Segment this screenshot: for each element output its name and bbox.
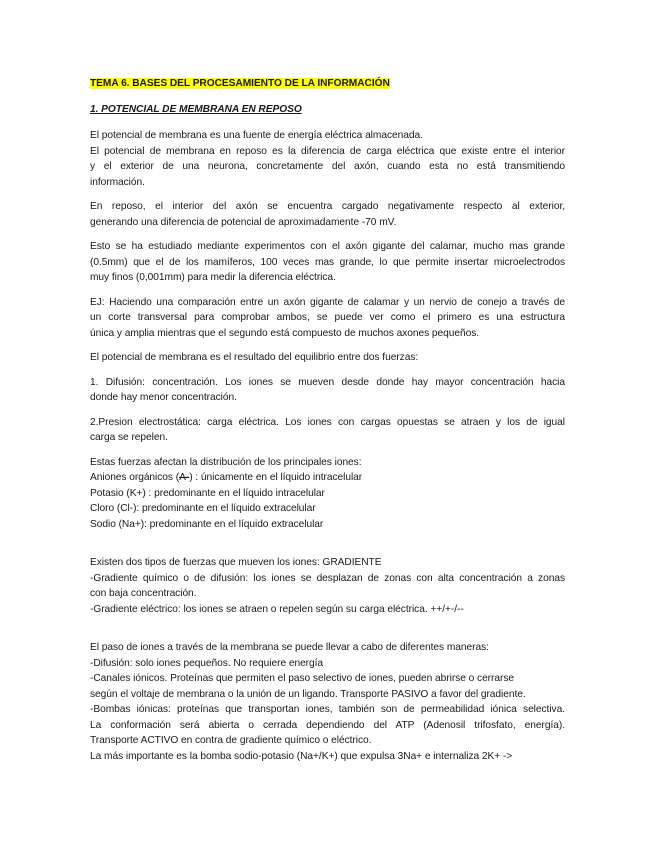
paragraph-resting-state <box>90 199 565 230</box>
paragraph-line: En reposo, el interior del axón se encuentra cargado negativamente respecto al exterior, <box>90 201 565 212</box>
paragraph-line: El potencial de membrana es el resultado del equilibrio entre dos fuerzas: <box>90 352 419 363</box>
paragraph-line: 2.Presion electrostática: carga eléctrica. Los iones con cargas opuestas se atraen y los de igual <box>90 416 565 428</box>
paragraph-line: El paso de iones a través de la membrana se puede llevar a cabo de diferentes maneras: <box>90 642 489 653</box>
paragraph-gradients <box>90 555 565 617</box>
paragraph-line: Existen dos tipos de fuerzas que mueven los iones: GRADIENTE <box>90 557 382 568</box>
paragraph-line: con baja concentración. <box>90 588 197 599</box>
paragraph-line: información. <box>90 176 145 188</box>
ion-item-sodium: Sodio (Na+): predominante en el líquido extracelular <box>90 518 324 530</box>
paragraph-line: (0.5mm) que el de los mamíferos, 100 veces mas grande, lo que permite insertar microelectrodos <box>90 256 565 268</box>
ion-item-potassium: Potasio (K+) : predominante en el líquido intracelular <box>90 487 325 499</box>
paragraph-line: La conformación será abierta o cerrada dependiendo del ATP (Adenosil trifosfato, energía). <box>90 719 565 731</box>
ion-anion-suffix: ) : únicamente en el líquido intracelular <box>189 472 363 483</box>
paragraph-line: un corte transversal para comprobar ambos, se puede ver como el primero es una estructura <box>90 312 565 323</box>
ion-anion-symbol: A- <box>179 472 190 483</box>
ion-item-anion <box>90 470 565 486</box>
document-body <box>90 76 565 773</box>
paragraph-line: -Gradiente químico o de difusión: los iones se desplazan de zonas con alta concentración a zonas <box>90 572 565 584</box>
paragraph-line: y el exterior de una neurona, concretamente del axón, cuando esta no está transmitiendo <box>90 161 565 172</box>
paragraph-equilibrium <box>90 350 565 366</box>
paragraph-transport <box>90 640 565 764</box>
ion-list-intro: Estas fuerzas afectan la distribución de los principales iones: <box>90 456 362 468</box>
ion-list <box>90 455 565 533</box>
paragraph-line: -Gradiente eléctrico: los iones se atraen o repelen según su carga eléctrica. ++/+-/-- <box>90 603 464 615</box>
ion-item-chloride: Cloro (Cl-): predominante en el líquido extracelular <box>90 503 316 514</box>
paragraph-line: -Difusión: solo iones pequeños. No requiere energía <box>90 657 324 669</box>
paragraph-line: Transporte ACTIVO en contra de gradiente químico o eléctrico. <box>90 735 372 746</box>
spacer <box>90 626 565 640</box>
paragraph-squid-axon <box>90 239 565 286</box>
paragraph-definition <box>90 128 565 190</box>
paragraph-line: -Bombas iónicas: proteínas que transportan iones, también son de permeabilidad iónica selectiva. <box>90 704 565 715</box>
paragraph-line: El potencial de membrana en reposo es la diferencia de carga eléctrica que existe entre el interior <box>90 145 565 157</box>
paragraph-example <box>90 295 565 342</box>
paragraph-line: El potencial de membrana es una fuente de energía eléctrica almacenada. <box>90 130 423 141</box>
document-title <box>90 76 565 92</box>
paragraph-diffusion <box>90 375 565 406</box>
paragraph-line: muy finos (0,001mm) para medir la diferencia eléctrica. <box>90 272 336 283</box>
document-title-text: TEMA 6. BASES DEL PROCESAMIENTO DE LA INFORMACIÓN <box>90 78 390 89</box>
paragraph-line: -Canales iónicos. Proteínas que permiten el paso selectivo de iones, pueden abrirse o cerrarse <box>90 673 514 684</box>
spacer <box>90 541 565 555</box>
paragraph-line: Esto se ha estudiado mediante experimentos con el axón gigante del calamar, mucho mas grande <box>90 241 565 252</box>
paragraph-line: según el voltaje de membrana o la unión de un ligando. Transporte PASIVO a favor del gradiente. <box>90 688 526 700</box>
paragraph-line: única y amplia mientras que el segundo está compuesto de muchos axones pequeños. <box>90 327 480 339</box>
paragraph-line: EJ: Haciendo una comparación entre un axón gigante de calamar y un nervio de conejo a través de <box>90 296 565 308</box>
paragraph-line: carga se repelen. <box>90 432 168 443</box>
section-heading: 1. POTENCIAL DE MEMBRANA EN REPOSO <box>90 103 302 115</box>
paragraph-line: La más importante es la bomba sodio-potasio (Na+/K+) que expulsa 3Na+ e internaliza 2K+ -> <box>90 750 513 762</box>
paragraph-electrostatic <box>90 415 565 446</box>
paragraph-line: donde hay menor concentración. <box>90 392 237 403</box>
paragraph-line: 1. Difusión: concentración. Los iones se mueven desde donde hay mayor concentración hacia <box>90 376 565 388</box>
ion-anion-prefix: Aniones orgánicos ( <box>90 472 180 483</box>
paragraph-line: generando una diferencia de potencial de aproximadamente -70 mV. <box>90 216 397 228</box>
